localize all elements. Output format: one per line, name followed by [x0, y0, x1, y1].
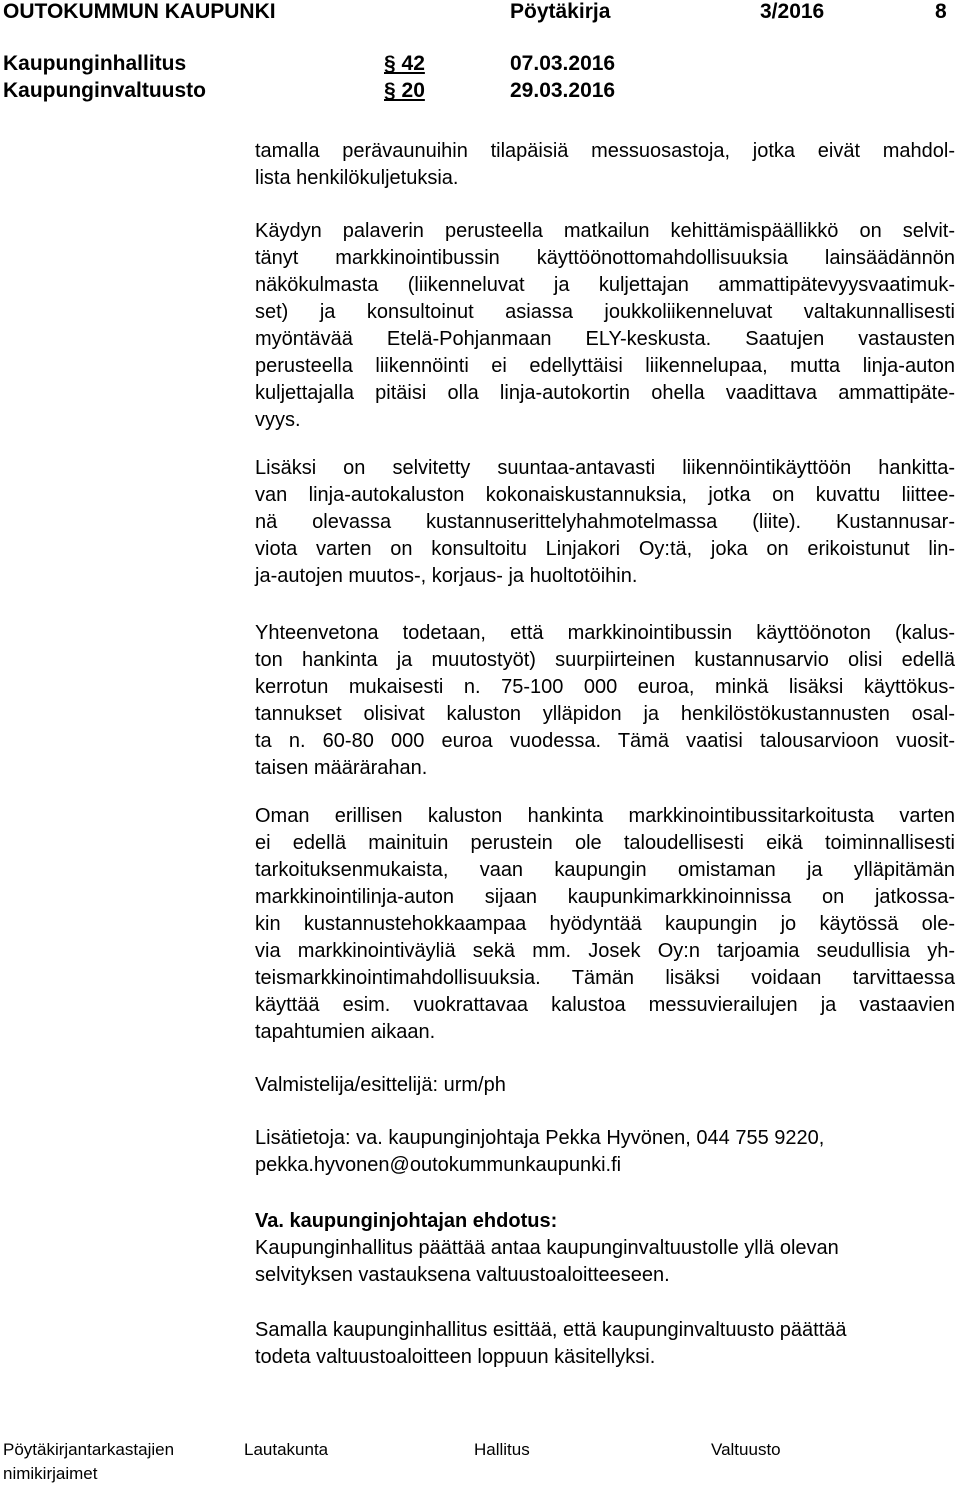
text-line: Lisätietoja: va. kaupunginjohtaja Pekka Hyvönen, 044 755 9220,	[255, 1127, 825, 1149]
footer-col-hallitus: Hallitus	[474, 1440, 530, 1459]
doc-number: 3/2016	[760, 0, 825, 23]
section-number-2: 20	[401, 79, 425, 102]
text-line: näkökulmasta (liikenneluvat ja kuljettajan ammattipätevyysvaatimuk-	[255, 274, 955, 296]
text-line: kuljettajalla pitäisi olla linja-autokortin ohella vaadittava ammattipäte-	[255, 382, 955, 404]
text-line: vyys.	[255, 409, 301, 431]
contact-info	[255, 1125, 955, 1179]
text-line: Käydyn palaverin perusteella matkailun kehittämispäällikkö on selvit-	[255, 220, 955, 242]
header-section-1: § 42	[384, 52, 425, 75]
text-line: ei edellä mainituin perustein ole taloudellisesti eikä toiminnallisesti	[255, 832, 955, 854]
paragraph-5	[255, 803, 955, 1046]
text-line: tänyt markkinointibussin käyttöönottomahdollisuuksia lainsäädännön	[255, 247, 955, 269]
text-line: tannukset olisivat kaluston ylläpidon ja henkilöstökustannusten osal-	[255, 703, 955, 725]
text-line: lista henkilökuljetuksia.	[255, 167, 459, 189]
text-line: van linja-autokaluston kokonaiskustannuksia, jotka on kuvattu liittee-	[255, 484, 955, 506]
paragraph-final	[255, 1317, 955, 1371]
text-line: Valmistelija/esittelijä: urm/ph	[255, 1074, 506, 1096]
text-line: kin kustannustehokkaampaa hyödyntää kaupungin jo käytössä ole-	[255, 913, 955, 935]
text-line: set) ja konsultoinut asiassa joukkoliikenneluvat valtakunnallisesti	[255, 301, 955, 323]
preparer-line	[255, 1072, 955, 1099]
footer-signers-line2: nimikirjaimet	[3, 1464, 98, 1483]
page-number: 8	[935, 0, 947, 23]
text-line: tarkoituksenmukaista, vaan kaupungin omistaman ja ylläpitämän	[255, 859, 955, 881]
text-line: tapahtumien aikaan.	[255, 1021, 436, 1043]
proposal	[255, 1208, 955, 1289]
text-line: Oman erillisen kaluston hankinta markkinointibussitarkoitusta varten	[255, 805, 955, 827]
header-body-1: Kaupunginhallitus	[3, 52, 187, 75]
text-line: taisen määrärahan.	[255, 757, 428, 779]
text-line: ja-autojen muutos-, korjaus- ja huoltotöihin.	[255, 565, 638, 587]
text-line: pekka.hyvonen@outokummunkaupunki.fi	[255, 1154, 622, 1176]
text-line: Lisäksi on selvitetty suuntaa-antavasti liikennöintikäyttöön hankitta-	[255, 457, 955, 479]
header-date-1: 07.03.2016	[510, 52, 616, 75]
text-line: Samalla kaupunginhallitus esittää, että kaupunginvaltuusto päättää	[255, 1319, 847, 1341]
text-line: markkinointilinja-auton sijaan kaupunkimarkkinoinnissa on jatkossa-	[255, 886, 955, 908]
text-line: käyttää esim. vuokrattavaa kalustoa messuvierailujen ja vastaavien	[255, 994, 955, 1016]
footer-signers-line1: Pöytäkirjantarkastajien	[3, 1440, 175, 1459]
text-line: tamalla perävaunuihin tilapäisiä messuosastoja, jotka eivät mahdol-	[255, 140, 955, 162]
text-line: ta n. 60-80 000 euroa vuodessa. Tämä vaatisi talousarvioon vuosit-	[255, 730, 955, 752]
text-line: myöntävää Etelä-Pohjanmaan ELY-keskusta. Saatujen vastausten	[255, 328, 955, 350]
text-line: kerrotun mukaisesti n. 75-100 000 euroa, minkä lisäksi käyttökus-	[255, 676, 955, 698]
text-line: teismarkkinointimahdollisuuksia. Tämän lisäksi voidaan tarvittaessa	[255, 967, 955, 989]
footer-signers-label	[3, 1438, 174, 1486]
header-date-2: 29.03.2016	[510, 79, 616, 102]
footer-col-lautakunta: Lautakunta	[244, 1440, 329, 1459]
text-line: selvityksen vastauksena valtuustoaloitteeseen.	[255, 1264, 670, 1286]
text-line: viota varten on konsultoitu Linjakori Oy:tä, joka on erikoistunut lin-	[255, 538, 955, 560]
text-line: todeta valtuustoaloitteen loppuun käsitellyksi.	[255, 1346, 656, 1368]
text-line: Kaupunginhallitus päättää antaa kaupunginvaltuustolle yllä olevan	[255, 1237, 839, 1259]
footer-col-valtuusto: Valtuusto	[711, 1440, 781, 1459]
header-section-2: § 20	[384, 79, 425, 102]
paragraph-1	[255, 138, 955, 192]
text-line: perusteella liikennöinti ei edellyttäisi liikennelupaa, mutta linja-auton	[255, 355, 955, 377]
org-name: OUTOKUMMUN KAUPUNKI	[3, 0, 276, 23]
paragraph-3	[255, 455, 955, 590]
text-line: Yhteenvetona todetaan, että markkinointibussin käyttöönoton (kalus-	[255, 622, 955, 644]
paragraph-4	[255, 620, 955, 782]
doc-type: Pöytäkirja	[510, 0, 611, 23]
text-line: ton hankinta ja muutostyöt) suurpiirteinen kustannusarvio olisi edellä	[255, 649, 955, 671]
text-line: nä olevassa kustannuserittelyhahmotelmassa (liite). Kustannusar-	[255, 511, 955, 533]
section-number-1: 42	[401, 52, 425, 75]
text-line: via markkinointiväyliä sekä mm. Josek Oy:n tarjoamia seudullisia yh-	[255, 940, 955, 962]
proposal-heading: Va. kaupunginjohtajan ehdotus:	[255, 1210, 558, 1232]
paragraph-2	[255, 218, 955, 434]
header-body-2: Kaupunginvaltuusto	[3, 79, 206, 102]
